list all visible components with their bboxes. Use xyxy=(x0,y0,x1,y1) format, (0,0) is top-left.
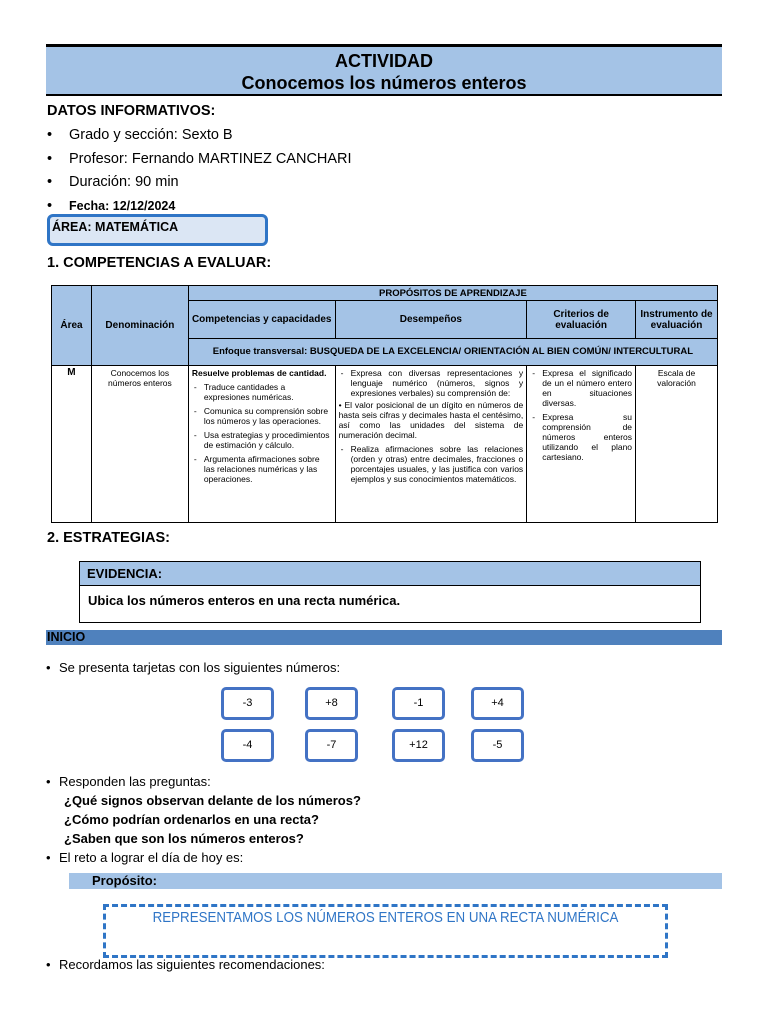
activity-label: ACTIVIDAD xyxy=(335,51,433,71)
bullet-reto: • El reto a lograr el día de hoy es: xyxy=(46,850,244,865)
activity-title-box xyxy=(46,44,722,96)
proposito-text: REPRESENTAMOS LOS NÚMEROS ENTEROS EN UNA RECTA NUMÉRICA xyxy=(152,910,619,926)
bullet-preguntas: • Responden las preguntas: xyxy=(46,774,211,789)
evidencia-box xyxy=(79,561,701,623)
proposito-bar: Propósito: xyxy=(69,873,722,889)
evidencia-text: Ubica los números enteros en una recta numérica. xyxy=(88,593,401,608)
col-denominacion: Denominación xyxy=(91,286,188,366)
desempeno-subitem: • El valor posicional de un dígito en números de hasta seis cifras y decimales hasta el centésimo, así como las unidades del sistema de numeración decimal. xyxy=(338,400,524,440)
area-box xyxy=(47,214,268,246)
cell-competencias xyxy=(188,366,335,523)
estrategias-heading: 2. ESTRATEGIAS: xyxy=(47,530,170,546)
col-criterios: Criterios de evaluación xyxy=(527,301,636,339)
cell-area: M xyxy=(52,366,92,523)
question-item: ¿Saben que son los números enteros? xyxy=(64,831,304,846)
col-propositos: PROPÓSITOS DE APRENDIZAJE xyxy=(188,286,717,301)
competencias-heading: 1. COMPETENCIAS A EVALUAR: xyxy=(47,255,272,271)
number-card: +4 xyxy=(471,687,524,720)
question-item: ¿Cómo podrían ordenarlos en una recta? xyxy=(64,812,319,827)
cell-desempenos xyxy=(335,366,527,523)
number-card: -5 xyxy=(471,729,524,762)
question-item: ¿Qué signos observan delante de los números? xyxy=(64,793,361,808)
info-profesor: • Profesor: Fernando MARTINEZ CANCHARI xyxy=(47,151,352,167)
info-duracion: • Duración: 90 min xyxy=(47,174,179,190)
table-row xyxy=(52,366,718,523)
enfoque-transversal: Enfoque transversal: BUSQUEDA DE LA EXCELENCIA/ ORIENTACIÓN AL BIEN COMÚN/ INTERCULTURAL xyxy=(188,339,717,366)
capacidad-item: - Usa estrategias y procedimientos de estimación y cálculo. xyxy=(192,430,332,450)
col-competencias: Competencias y capacidades xyxy=(188,301,335,339)
cell-criterios xyxy=(527,366,636,523)
number-card: -4 xyxy=(221,729,274,762)
criterio-item: - Expresa su comprensión de números enteros utilizando el plano cartesiano. xyxy=(530,412,632,462)
area-label: ÁREA: MATEMÁTICA xyxy=(52,220,179,234)
number-card: -1 xyxy=(392,687,445,720)
bullet-tarjetas: • Se presenta tarjetas con los siguientes números: xyxy=(46,660,341,675)
cell-denominacion: Conocemos los números enteros xyxy=(91,366,188,523)
competencia-title: Resuelve problemas de cantidad. xyxy=(191,368,327,378)
evidencia-label: EVIDENCIA: xyxy=(80,562,700,586)
cell-instrumento: Escala de valoración xyxy=(636,366,718,523)
desempeno-item: - Expresa con diversas representaciones y lenguaje numérico (números, signos y expresiones verbales) su comprensión de: xyxy=(339,368,524,398)
col-area: Área xyxy=(52,286,92,366)
info-fecha: • Fecha: 12/12/2024 xyxy=(47,198,176,214)
col-desempenos: Desempeños xyxy=(335,301,527,339)
number-card: +8 xyxy=(305,687,358,720)
number-card: -3 xyxy=(221,687,274,720)
capacidad-item: - Comunica su comprensión sobre los números y las operaciones. xyxy=(192,406,332,426)
bullet-recomendaciones: • Recordamos las siguientes recomendaciones: xyxy=(46,957,325,972)
competencias-table xyxy=(51,285,718,523)
activity-title: Conocemos los números enteros xyxy=(241,73,527,93)
number-card: -7 xyxy=(305,729,358,762)
datos-heading: DATOS INFORMATIVOS: xyxy=(47,103,216,119)
info-grado: • Grado y sección: Sexto B xyxy=(47,127,233,143)
col-instrumento: Instrumento de evaluación xyxy=(636,301,718,339)
criterio-item: - Expresa el significado de un el número entero en situaciones diversas. xyxy=(530,368,632,408)
capacidad-item: - Argumenta afirmaciones sobre las relaciones numéricas y las operaciones. xyxy=(192,454,332,484)
number-card: +12 xyxy=(392,729,445,762)
desempeno-item: - Realiza afirmaciones sobre las relaciones (orden y otras) entre decimales, fracciones o porcentajes usuales, y las justifica con varios ejemplos y sus conocimientos matemáticos. xyxy=(339,444,524,484)
inicio-bar: INICIO xyxy=(46,630,722,645)
proposito-box xyxy=(103,904,668,958)
capacidad-item: - Traduce cantidades a expresiones numéricas. xyxy=(192,382,332,402)
